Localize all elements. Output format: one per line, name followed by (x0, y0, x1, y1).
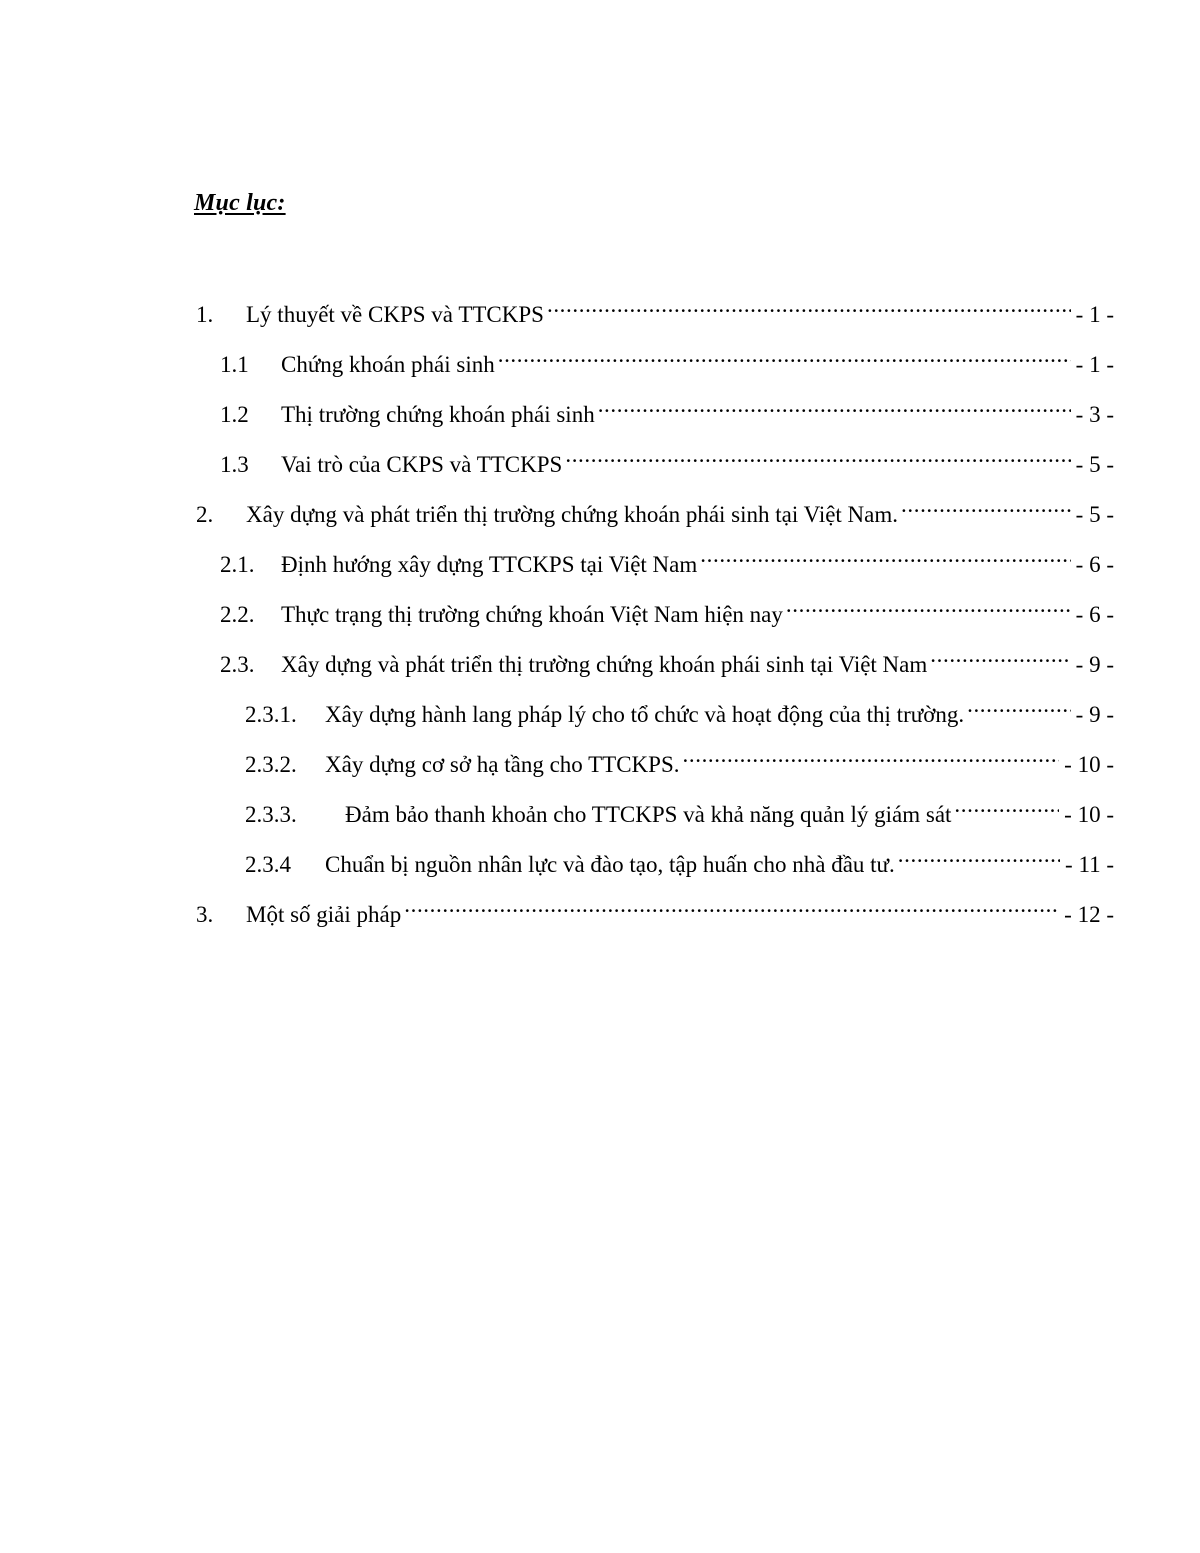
toc-entry-text: Thực trạng thị trường chứng khoán Việt Nam hiện nay (281, 602, 783, 627)
toc-dot-leader (967, 688, 1071, 722)
toc-entry-number: 1.2 (220, 402, 249, 427)
toc-entry-page: - 9 - (1075, 652, 1114, 677)
toc-dot-leader (954, 788, 1059, 822)
toc-entry-text: Xây dựng cơ sở hạ tầng cho TTCKPS. (325, 752, 680, 777)
toc-entry-number: 2.1. (220, 552, 255, 577)
toc-dot-leader (547, 288, 1071, 322)
toc-entry-page: - 1 - (1075, 302, 1114, 327)
toc-entry[interactable] (196, 488, 1114, 527)
toc-entry-number: 1.1 (220, 352, 249, 377)
toc-entry-text: Định hướng xây dựng TTCKPS tại Việt Nam (281, 552, 698, 577)
toc-entry-text: Chứng khoán phái sinh (281, 352, 495, 377)
toc-dot-leader (598, 388, 1071, 422)
toc-dot-leader (930, 638, 1070, 672)
toc-entry-page: - 3 - (1075, 402, 1114, 427)
toc-entry-number: 3. (196, 902, 214, 927)
toc-dot-leader (683, 738, 1060, 772)
toc-entry-page: - 11 - (1065, 852, 1114, 877)
toc-entry-text: Xây dựng và phát triển thị trường chứng khoán phái sinh tại Việt Nam (281, 652, 928, 677)
toc-dot-leader (786, 588, 1071, 622)
toc-entry[interactable] (220, 438, 1114, 477)
toc-dot-leader (898, 838, 1060, 872)
toc-title: Mục lục: (194, 190, 286, 216)
toc-entry-page: - 9 - (1075, 702, 1114, 727)
toc-entry-text: Chuẩn bị nguồn nhân lực và đào tạo, tập huấn cho nhà đầu tư. (325, 852, 895, 877)
toc-entry[interactable] (220, 388, 1114, 427)
toc-entry-number: 2.3.3. (245, 802, 297, 827)
toc-entry-number: 2.3.2. (245, 752, 297, 777)
toc-dot-leader (901, 488, 1071, 522)
toc-entry[interactable] (245, 738, 1114, 777)
toc-entry[interactable] (245, 838, 1114, 877)
toc-entry-text: Xây dựng và phát triển thị trường chứng khoán phái sinh tại Việt Nam. (246, 502, 899, 527)
toc-entry-page: - 10 - (1064, 802, 1114, 827)
toc-entry-number: 2.3.4 (245, 852, 291, 877)
toc-entry-page: - 6 - (1075, 602, 1114, 627)
toc-entry-page: - 12 - (1064, 902, 1114, 927)
toc-dot-leader (565, 438, 1070, 472)
toc-entry[interactable] (196, 288, 1114, 327)
toc-entry-number: 1.3 (220, 452, 249, 477)
toc-entry-text: Vai trò của CKPS và TTCKPS (281, 452, 563, 477)
toc-entry-page: - 6 - (1075, 552, 1114, 577)
toc-entry-number: 2.2. (220, 602, 255, 627)
toc-entry-number: 1. (196, 302, 214, 327)
toc-entry[interactable] (220, 338, 1114, 377)
toc-entry[interactable] (196, 888, 1114, 927)
toc-entry-number: 2.3. (220, 652, 255, 677)
toc-entry-text: Đảm bảo thanh khoản cho TTCKPS và khả năng quản lý giám sát (345, 802, 952, 827)
toc-entry[interactable] (220, 538, 1114, 577)
toc-entry-page: - 5 - (1075, 452, 1114, 477)
toc-entry-page: - 10 - (1064, 752, 1114, 777)
toc-entry[interactable] (220, 588, 1114, 627)
toc-entry-text: Lý thuyết về CKPS và TTCKPS (246, 302, 544, 327)
toc-entry-text: Thị trường chứng khoán phái sinh (281, 402, 595, 427)
toc-entry[interactable] (245, 788, 1114, 827)
toc-entry-page: - 1 - (1075, 352, 1114, 377)
toc-entry-text: Xây dựng hành lang pháp lý cho tổ chức và hoạt động của thị trường. (325, 702, 965, 727)
toc-entry-number: 2.3.1. (245, 702, 297, 727)
toc-entry-page: - 5 - (1075, 502, 1114, 527)
toc-dot-leader (700, 538, 1070, 572)
toc-dot-leader (404, 888, 1059, 922)
toc-entry-number: 2. (196, 502, 214, 527)
toc-entry[interactable] (220, 638, 1114, 677)
toc-dot-leader (498, 338, 1071, 372)
toc-entry[interactable] (245, 688, 1114, 727)
toc-entry-text: Một số giải pháp (246, 902, 402, 927)
